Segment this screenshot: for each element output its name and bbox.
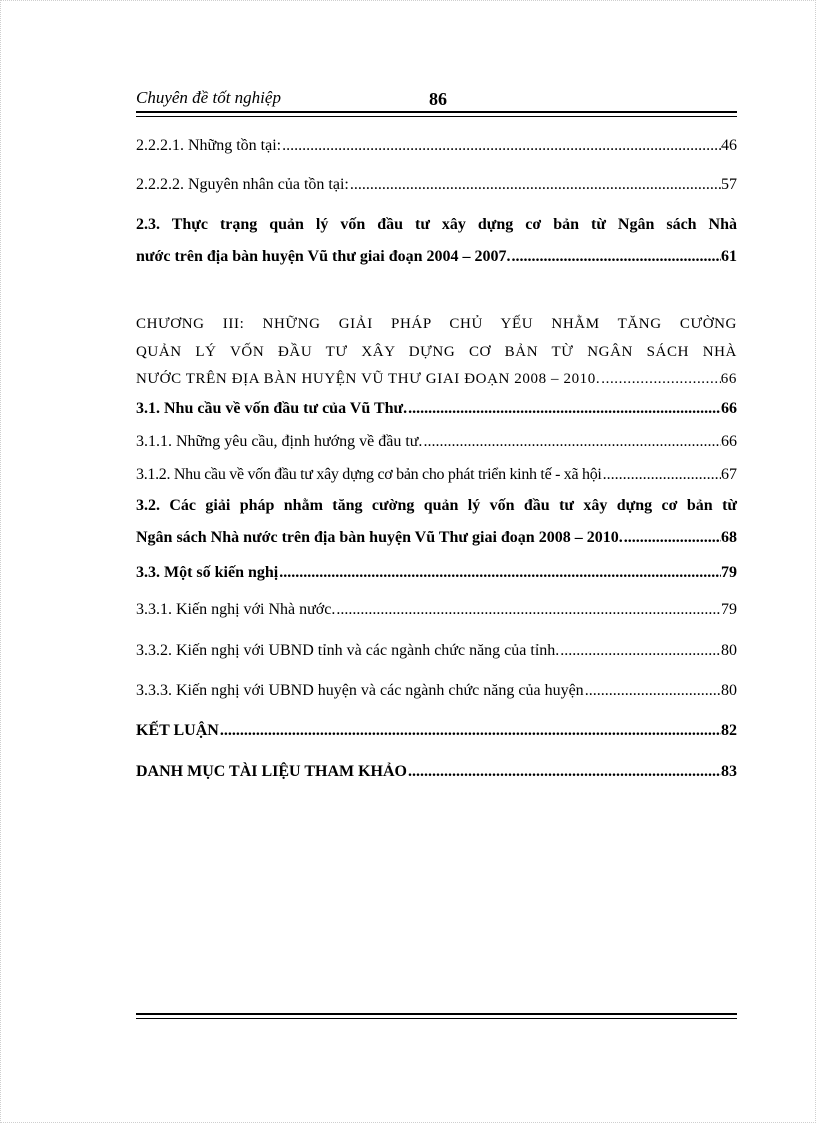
header-double-rule xyxy=(136,111,737,117)
dot-leader xyxy=(407,762,721,782)
header-page-number: 86 xyxy=(429,89,447,109)
toc-entry-3-3[interactable]: 3.3. Một số kiến nghị ..... 79 xyxy=(136,563,737,583)
footer-double-rule xyxy=(136,1013,737,1019)
dot-leader xyxy=(584,681,721,701)
toc-chapter3-line1[interactable]: CHƯƠNG III: NHỮNG GIẢI PHÁP CHỦ YẾU NHẰM TĂNG CƯỜNG xyxy=(136,316,737,332)
dot-leader xyxy=(422,432,721,452)
toc-entry-2-3[interactable]: nước trên địa bàn huyện Vũ thư giai đoạn 2004 – 2007. ..... 61 xyxy=(136,247,737,267)
dot-leader xyxy=(559,641,721,661)
toc-entry-3-1[interactable]: 3.1. Nhu cầu về vốn đầu tư của Vũ Thư. ..... 66 xyxy=(136,399,737,419)
dot-leader xyxy=(623,528,721,548)
toc-chapter3[interactable]: NƯỚC TRÊN ĐỊA BÀN HUYỆN VŨ THƯ GIAI ĐOẠN 2008 – 2010. ..... 66 xyxy=(136,369,737,389)
toc-entry-3-3-1[interactable]: 3.3.1. Kiến nghị với Nhà nước. ..... 79 xyxy=(136,600,737,620)
toc-chapter3-line2[interactable]: QUẢN LÝ VỐN ĐẦU TƯ XÂY DỰNG CƠ BẢN TỪ NGÂN SÁCH NHÀ xyxy=(136,344,737,360)
dot-leader xyxy=(219,721,721,741)
toc-entry-3-1-1[interactable]: 3.1.1. Những yêu cầu, định hướng về đầu tư. ..... 66 xyxy=(136,432,737,452)
dot-leader xyxy=(281,136,721,156)
dot-leader xyxy=(335,600,721,620)
toc-entry-tai-lieu-tham-khao[interactable]: DANH MỤC TÀI LIỆU THAM KHẢO ..... 83 xyxy=(136,762,737,782)
toc-entry-2-3-line1[interactable]: 2.3. Thực trạng quản lý vốn đầu tư xây dựng cơ bản từ Ngân sách Nhà xyxy=(136,216,737,233)
dot-leader xyxy=(407,399,721,419)
toc-entry-3-2[interactable]: Ngân sách Nhà nước trên địa bàn huyện Vũ Thư giai đoạn 2008 – 2010. ..... 68 xyxy=(136,528,737,548)
dot-leader xyxy=(349,175,721,195)
toc-entry-3-1-2[interactable]: 3.1.2. Nhu cầu về vốn đầu tư xây dựng cơ bản cho phát triển kinh tế - xã hội ..... 67 xyxy=(136,465,737,485)
toc-entry-3-3-3[interactable]: 3.3.3. Kiến nghị với UBND huyện và các ngành chức năng của huyện ..... 80 xyxy=(136,681,737,701)
dot-leader xyxy=(511,247,721,267)
toc-entry-ket-luan[interactable]: KẾT LUẬN ..... 82 xyxy=(136,721,737,741)
toc-entry-3-3-2[interactable]: 3.3.2. Kiến nghị với UBND tỉnh và các ngành chức năng của tỉnh. ..... 80 xyxy=(136,641,737,661)
dot-leader xyxy=(600,369,721,389)
toc-entry-2-2-2-1[interactable]: 2.2.2.1. Những tồn tại: ..... 46 xyxy=(136,136,737,156)
toc-entry-3-2-line1[interactable]: 3.2. Các giải pháp nhằm tăng cường quản lý vốn đầu tư xây dựng cơ bản từ xyxy=(136,497,737,514)
dot-leader xyxy=(602,465,721,485)
toc-entry-2-2-2-2[interactable]: 2.2.2.2. Nguyên nhân của tồn tại: ..... 57 xyxy=(136,175,737,195)
header-title: Chuyên đề tốt nghiệp xyxy=(136,88,281,107)
dot-leader xyxy=(278,563,721,583)
